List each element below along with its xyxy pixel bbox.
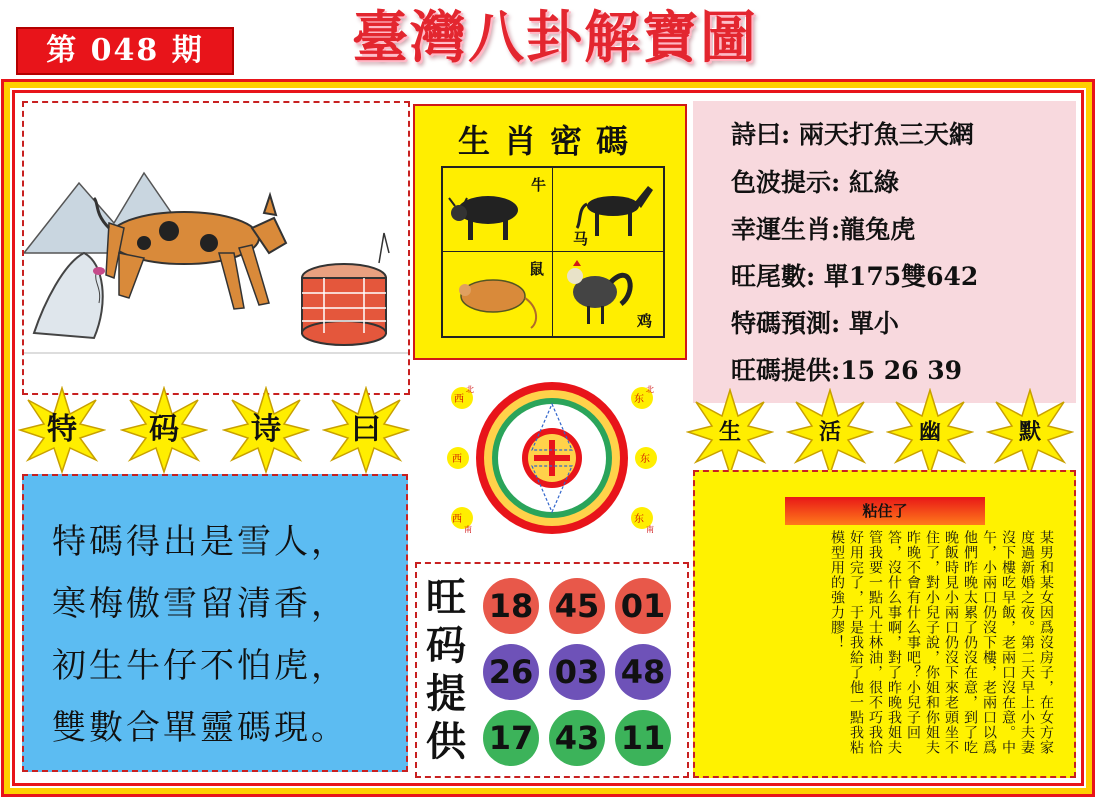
star-text: 特 xyxy=(47,412,77,447)
dog-well-drawing xyxy=(24,103,408,393)
direction-label: 北 xyxy=(466,385,474,394)
number-ball-green: 43 xyxy=(549,710,605,766)
zodiac-grid xyxy=(441,166,665,338)
zodiac-title: 生肖密碼 xyxy=(457,122,642,160)
direction-label: 西 xyxy=(452,454,462,465)
info-panel xyxy=(693,101,1076,403)
story-title: 粘住了 xyxy=(785,497,985,525)
direction-label: 西 xyxy=(454,394,464,405)
star-badge xyxy=(886,388,974,476)
zodiac-label: 牛 xyxy=(531,176,547,194)
hot-number-line: 旺碼提供:15 26 39 xyxy=(731,356,963,385)
color-hint-line: 色波提示: 紅綠 xyxy=(731,168,899,197)
zodiac-cell-rat xyxy=(443,252,553,336)
star-text: 生 xyxy=(718,419,741,445)
star-text: 曰 xyxy=(351,412,381,447)
zodiac-label: 鸡 xyxy=(637,312,653,330)
zodiac-cell-ox xyxy=(443,168,553,252)
poem-verse: 雙數合單靈碼現。 xyxy=(52,708,348,748)
direction-label: 东 xyxy=(634,394,644,405)
number-ball-green: 11 xyxy=(615,710,671,766)
star-text: 幽 xyxy=(918,419,941,445)
vertical-label-char: 提 xyxy=(426,670,466,717)
number-ball-purple: 03 xyxy=(549,644,605,700)
number-ball-red: 01 xyxy=(615,578,671,634)
number-ball-purple: 26 xyxy=(483,644,539,700)
star-badge xyxy=(322,386,410,474)
star-text: 码 xyxy=(149,412,179,447)
vertical-label-char: 供 xyxy=(426,718,466,765)
horse-icon xyxy=(553,168,661,250)
zodiac-code-box xyxy=(413,104,687,360)
compass-wheel-graphic xyxy=(444,378,660,538)
zodiac-cell-rooster xyxy=(553,252,663,336)
vertical-label-char: 码 xyxy=(426,622,466,669)
lucky-zodiac-line: 幸運生肖:龍兔虎 xyxy=(731,215,916,244)
special-code-poem xyxy=(22,474,408,772)
zodiac-cell-horse xyxy=(553,168,663,252)
direction-label: 南 xyxy=(464,525,472,534)
prediction-line: 特碼預測: 單小 xyxy=(731,309,899,338)
poem-verse: 特碼得出是雪人， xyxy=(52,522,348,562)
number-ball-red: 18 xyxy=(483,578,539,634)
number-ball-red: 45 xyxy=(549,578,605,634)
direction-label: 东 xyxy=(640,454,650,465)
vertical-label-char: 旺 xyxy=(426,574,466,621)
zodiac-label: 马 xyxy=(573,230,589,248)
star-badge xyxy=(986,388,1074,476)
poem-verse: 初生牛仔不怕虎， xyxy=(52,646,348,686)
page-title: 臺灣八卦解寶圖 xyxy=(352,5,758,71)
star-badge xyxy=(222,386,310,474)
number-ball-green: 17 xyxy=(483,710,539,766)
hot-numbers-box xyxy=(415,562,689,778)
dog-illustration xyxy=(22,101,410,395)
poem-verse: 寒梅傲雪留清香， xyxy=(52,584,348,624)
number-ball-purple: 48 xyxy=(615,644,671,700)
direction-label: 北 xyxy=(646,385,654,394)
direction-label: 南 xyxy=(646,525,654,534)
direction-label: 西 xyxy=(452,514,462,525)
tail-number-line: 旺尾數: 單175雙642 xyxy=(731,262,979,291)
story-text: 某男和某女因爲沒房子，在女方家度過新婚之夜。第二天早上小夫妻沒下樓吃早飯，老兩口沒在意。中午，小兩口仍沒下樓，老兩口以爲他們昨晚太累了仍沒在意，到了吃晚飯時見小兩口仍沒下來老頭坐不住了，對小兒子說，你姐和你姐夫昨晚不會有什么事吧？小兒子回答，沒什么事啊，對了昨晚我姐夫管我要一點凡士林油，很不巧我恰好用完了，于是我給了他一點我粘模型用的強力膠！ xyxy=(829,530,1054,755)
star-badge xyxy=(120,386,208,474)
star-text: 活 xyxy=(818,419,841,445)
poem-line: 詩曰: 兩天打魚三天網 xyxy=(731,120,974,149)
bagua-wheel xyxy=(444,378,660,538)
star-badge xyxy=(18,386,106,474)
direction-label: 东 xyxy=(634,514,644,525)
issue-number: 第 048 期 xyxy=(16,27,234,75)
star-badge xyxy=(786,388,874,476)
star-badge xyxy=(686,388,774,476)
zodiac-label: 鼠 xyxy=(529,260,545,278)
star-text: 默 xyxy=(1018,419,1041,445)
star-text: 诗 xyxy=(251,412,281,447)
humor-story-box xyxy=(693,470,1076,778)
